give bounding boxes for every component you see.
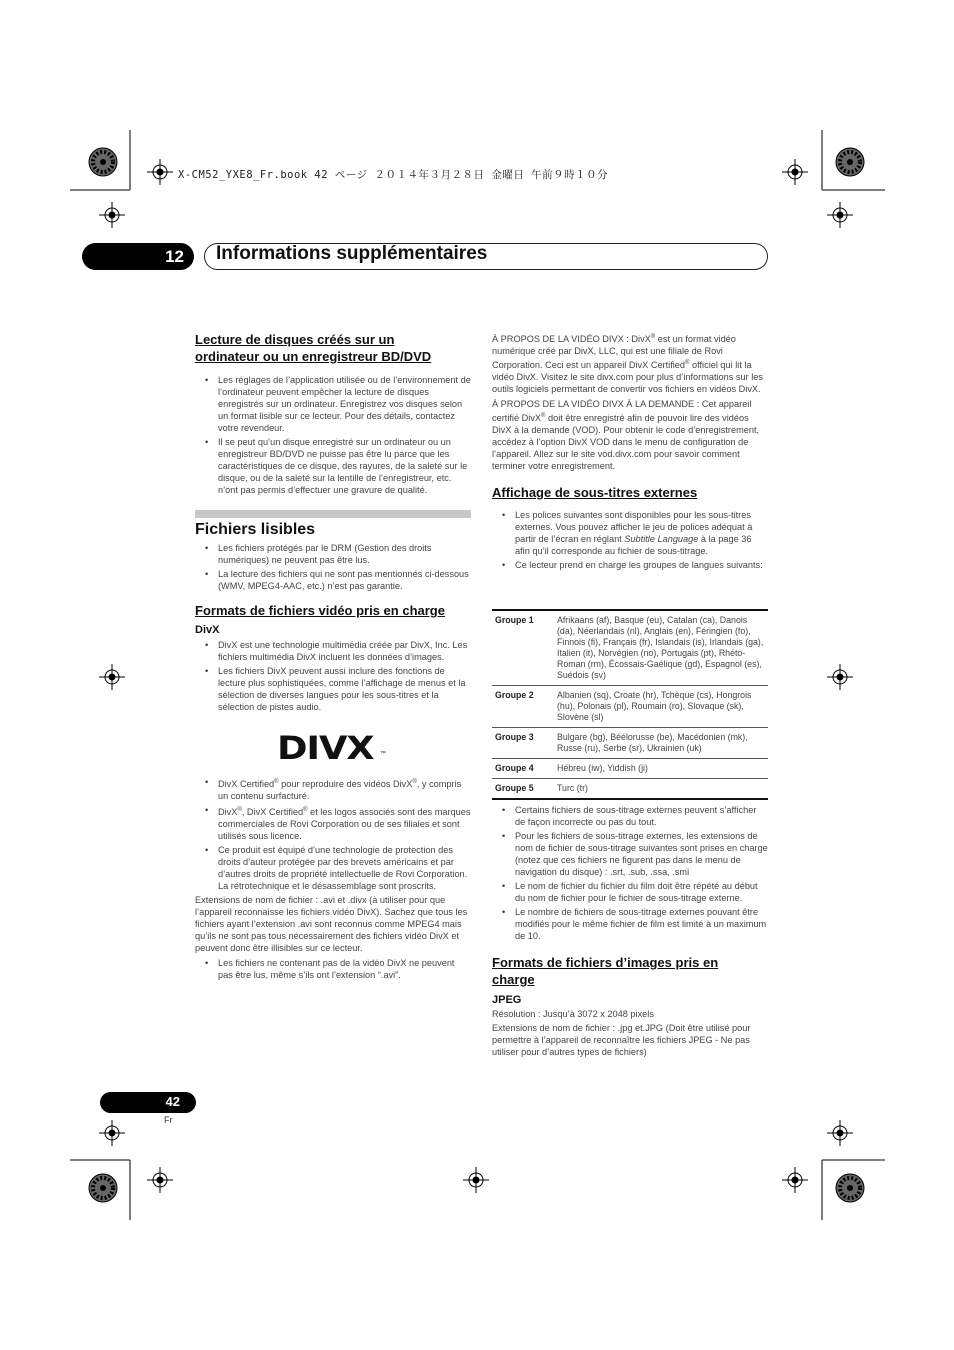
list-item: • DivX Certified® pour reproduire des vidéos DivX®, y compris un contenu surfacturé. [195,776,471,802]
subheading-jpeg: JPEG [492,994,522,1006]
divx-last-list [195,957,471,981]
registration-mark-tl [89,148,117,176]
group-name: Groupe 1 [492,610,554,686]
left-column [195,331,471,983]
divx-logo [195,715,471,773]
chapter-title: Informations supplémentaires [216,243,488,264]
divx-cert-list [195,776,471,892]
about-divx-vod: À PROPOS DE LA VIDÉO DIVX À LA DEMANDE : Cet appareil certifié DivX® doit être enregistré afin de pouvoir lire des vidéos DivX à la demande (VOD). Pour obtenir le code d’enregistrement, accédez à l’option DivX VOD dans le menu de configuration de l’appareil. Allez sur le site vod.divx.com pour savoir comment terminer votre enregistrement. [492,399,760,472]
section-heading-subtitles: Affichage de sous-titres externes [492,485,698,501]
divx-logo-text: DIVX [277,729,374,767]
page-language: Fr [164,1115,173,1125]
table-row [492,686,768,728]
list-item: • Le nom de fichier du fichier du film doit être répété au début du nom de fichier pour le fichier de sous-titrage externe. [492,880,768,904]
section-heading-image-formats: Formats de fichiers d’images pris en charge [492,955,719,987]
divx-logo-tm: ™ [380,751,386,757]
registration-mark-bl [89,1174,117,1202]
subtitles-notes-list [492,804,768,942]
list-item: • Ce lecteur prend en charge les groupes de langues suivants: [492,559,768,571]
section-heading-readable-files: Fichiers lisibles [195,521,316,538]
list-item: • Les réglages de l’application utilisée ou de l’environnement de l’ordinateur peuvent empêcher la lecture de disques enregistrés sur un ordinateur. Enregistrez vos disques selon un format lisible sur ce lecteur. Pour des détails, contactez votre revendeur. [195,374,471,434]
file-info: X-CM52_YXE8_Fr.book 42 ページ ２０１４年３月２８日 金曜日 午前９時１０分 [178,169,609,181]
jpeg-resolution: Résolution : Jusqu’à 3072 x 2048 pixels [492,1009,654,1019]
table-row [492,779,768,800]
group-languages: Albanien (sq), Croate (hr), Tchèque (cs), Hongrois (hu), Polonais (pl), Roumain (ro), Slovaque (sk), Slovène (sl) [554,686,768,728]
page-number-badge [100,1092,196,1113]
list-item: • Pour les fichiers de sous-titrage externes, les extensions de nom de fichier de sous-titrage suivantes sont prises en charge (notez que ces fichiers ne figurent pas dans le menu de navigation du disque) : .srt, .sub, .ssa, .smi [492,830,768,878]
list-item: • Les polices suivantes sont disponibles pour les sous-titres externes. Vous pouvez afficher le jeu de polices adéquat à partir de l’écran en réglant Subtitle Language à la page 36 afin qu’il corresponde au fichier de sous-titrage. [492,509,768,557]
group-languages: Afrikaans (af), Basque (eu), Catalan (ca), Danois (da), Néerlandais (nl), Anglais (en), Féringien (fo), Finnois (fi), Français (fr), Islandais (is), Irlandais (ga), Italien (it), Norvégien (no), Portugais (pt), Rhéto-Roman (rm), Écossais-Gaélique (gd), Espagnol (es), Suédois (sv) [554,610,768,686]
about-divx-video: À PROPOS DE LA VIDÉO DIVX : DivX® est un format vidéo numérique créé par DivX, LLC, qui est une filiale de Rovi Corporation. Ceci est un appareil DivX Certified® officiel qui lit la vidéo DivX. Visitez le site divx.com pour plus d’informations sur les outils logiciels permettant de convertir vos fichiers en vidéos DivX. [492,334,763,395]
group-languages: Bulgare (bg), Béélorusse (be), Macédonien (mk), Russe (ru), Serbe (sr), Ukrainien (uk) [554,728,768,759]
registration-mark-br [836,1174,864,1202]
divx-list [195,639,471,713]
list-item: • DivX est une technologie multimédia créée par DivX, Inc. Les fichiers multimédia DivX incluent les données d’images. [195,639,471,663]
list-item: • Ce produit est équipé d’une technologie de protection des droits d’auteur protégée par des brevets américains et par d’autres droits de propriété intellectuelle de Rovi Corporation. La rétrotechnique et le désassemblage sont proscrits. [195,844,471,892]
readable-files-list [195,542,471,592]
list-item: • Certains fichiers de sous-titrage externes peuvent s’afficher de façon incorrecte ou pas du tout. [492,804,768,828]
group-name: Groupe 5 [495,783,534,793]
right-column-bottom [492,804,768,1058]
section-divider [195,510,471,518]
list-item: • La lecture des fichiers qui ne sont pas mentionnés ci-dessous (WMV, MPEG4-AAC, etc.) n’est pas garantie. [195,568,471,592]
disc-reading-list [195,374,471,496]
list-item: • Les fichiers ne contenant pas de la vidéo DivX ne peuvent pas être lus, même s’ils ont l’extension “.avi”. [195,957,471,981]
group-name: Groupe 4 [492,759,554,779]
language-groups-table [492,609,768,800]
registration-mark-tr [836,148,864,176]
group-name: Groupe 3 [492,728,554,759]
chapter-number: 12 [165,247,184,266]
list-item: • Il se peut qu’un disque enregistré sur un ordinateur ou un enregistreur BD/DVD ne puisse pas être lu parce que les caractéristiques de ce disque, des rayures, de la saleté sur le disque, ou de la saleté sur la lentille de l’enregistreur, etc. n’ont pas permis d’effectuer une gravure de qualité. [195,436,471,496]
group-languages: Hébreu (iw), Yiddish (ji) [554,759,768,779]
table-row [492,759,768,779]
jpeg-extensions: Extensions de nom de fichier : .jpg et.JPG (Doit être utilisé pour permettre à l’appareil de reconnaître les fichiers JPEG - Ne pas utiliser pour d’autres types de fichiers) [492,1023,751,1057]
list-item: • Le nombre de fichiers de sous-titrage externes pouvant être modifiés pour le même fichier de film est limité à un maximum de 10. [492,906,768,942]
list-item: • Les fichiers DivX peuvent aussi inclure des fonctions de lecture plus sophistiquées, comme l’affichage de menus et la sélection de diverses langues pour les sous-titres et la sélection de pistes audio. [195,665,471,713]
list-item: • Les fichiers protégés par le DRM (Gestion des droits numériques) ne peuvent pas être lus. [195,542,471,566]
table-row [492,610,768,686]
group-name: Groupe 2 [492,686,554,728]
group-languages: Turc (tr) [557,783,588,793]
chapter-number-badge [82,243,194,270]
page-number: 42 [165,1094,180,1109]
section-heading-video-formats: Formats de fichiers vidéo pris en charge [195,603,445,618]
subheading-divx: DivX [195,624,220,636]
right-column-top [492,331,768,573]
section-heading-disc-reading: Lecture de disques créés sur un ordinateur ou un enregistreur BD/DVD [195,332,432,364]
divx-extensions-text: Extensions de nom de fichier : .avi et .divx (à utiliser pour que l’appareil reconnaisse les fichiers vidéo DivX). Sachez que tous les fichiers ayant l’extension .avi sont reconnus comme MPEG4 mais qu’ils ne sont pas tous nécessairement des fichiers vidéo DivX et peuvent donc être illisibles sur ce lecteur. [195,895,468,954]
table-row [492,728,768,759]
list-item: • DivX®, DivX Certified® et les logos associés sont des marques commerciales de Rovi Corporation ou de ses filiales et sont utilisés sous licence. [195,804,471,842]
subtitles-list [492,509,768,571]
